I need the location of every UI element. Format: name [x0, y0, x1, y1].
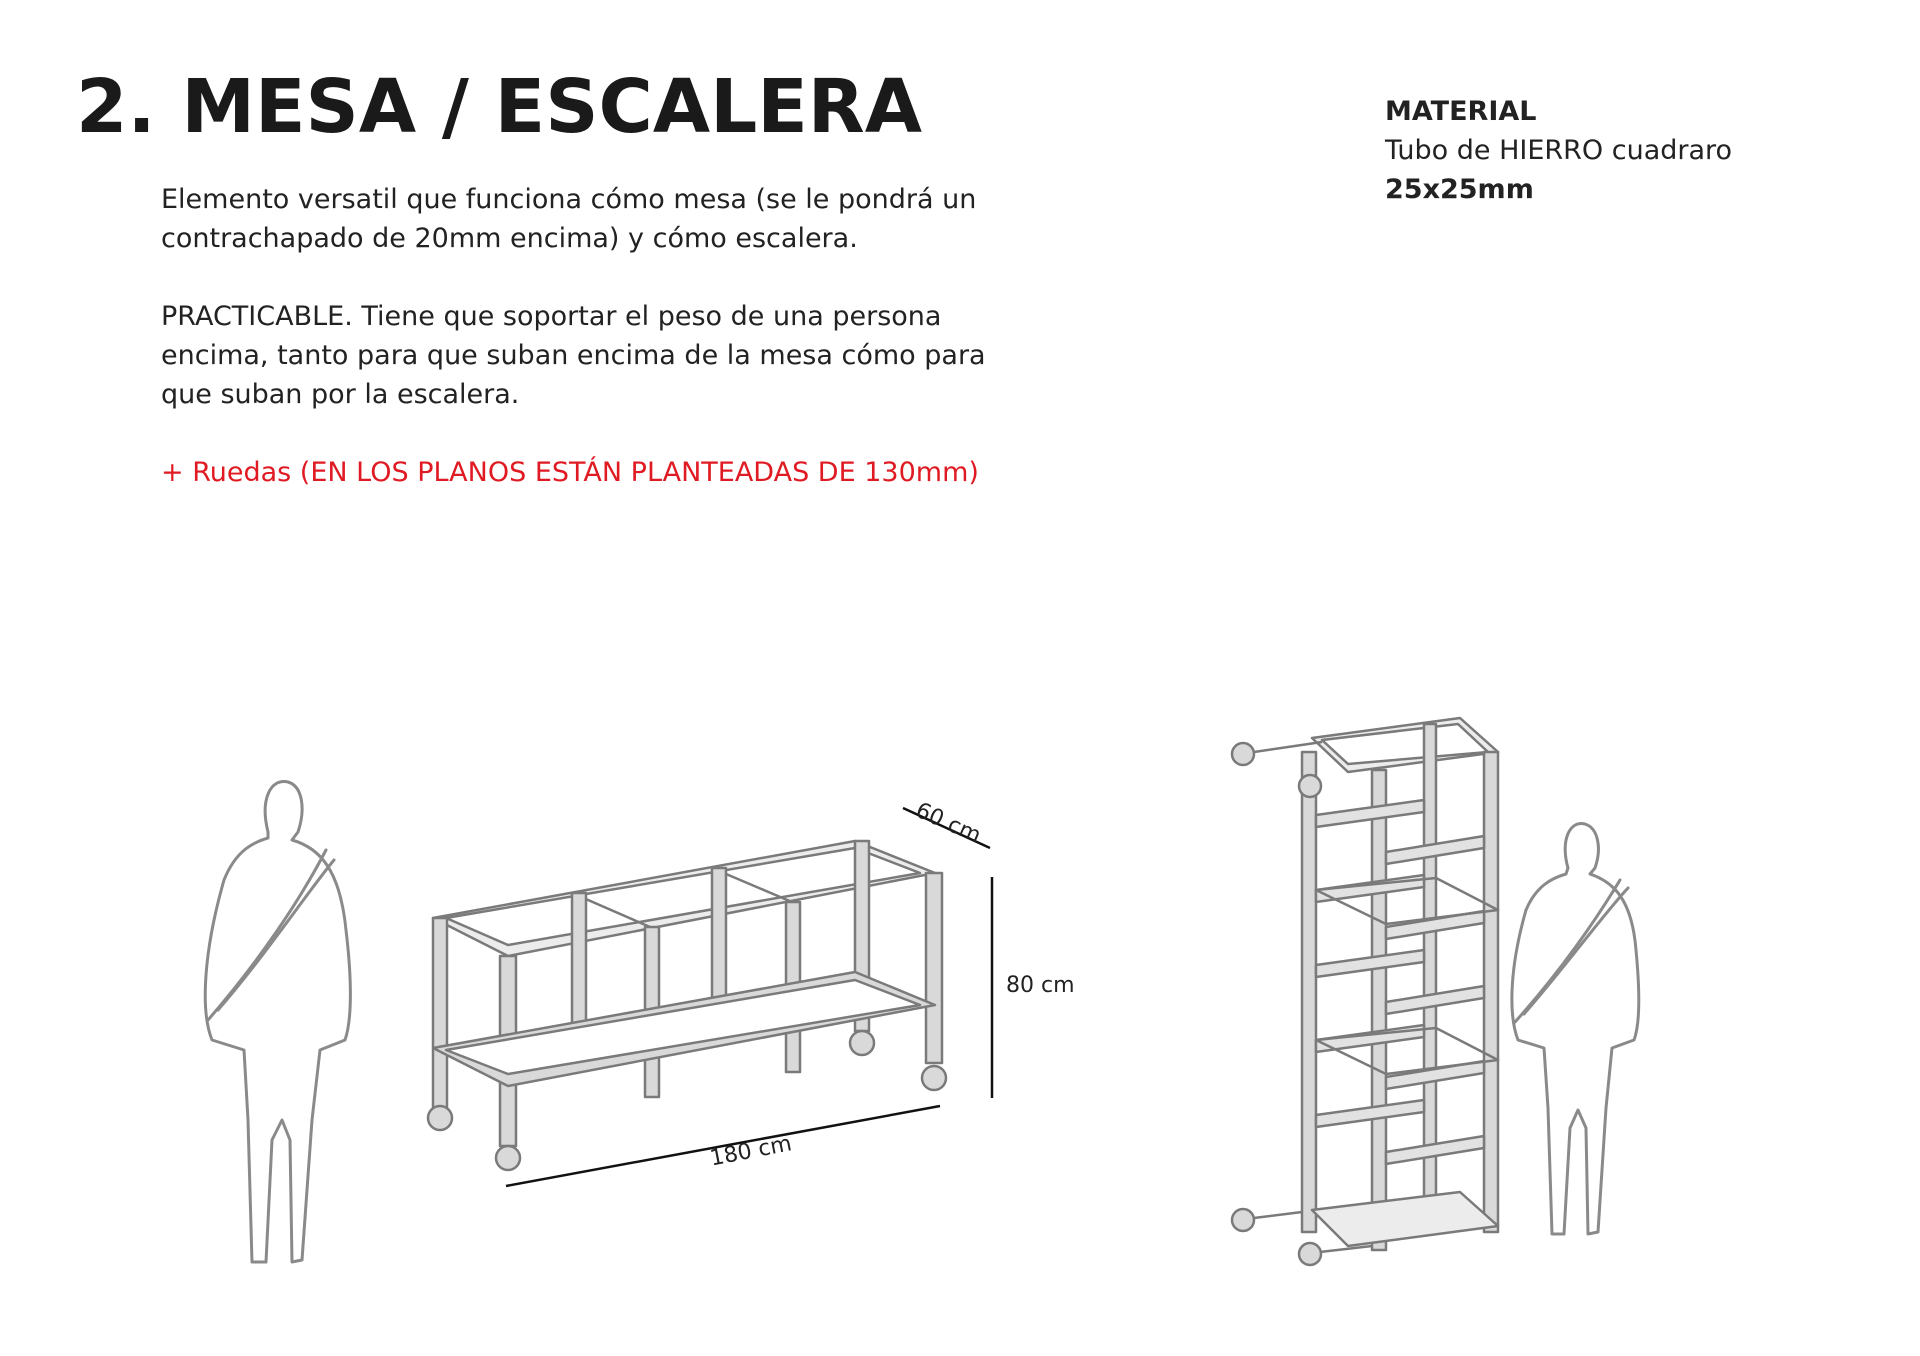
page-title: 2. MESA / ESCALERA	[76, 64, 923, 150]
ladder-frame	[1232, 718, 1498, 1265]
material-dimensions: 25x25mm	[1385, 174, 1534, 205]
human-figure-left	[205, 782, 350, 1262]
material-heading: MATERIAL	[1385, 96, 1537, 127]
depth-label: 60 cm	[911, 798, 985, 849]
material-type: Tubo de HIERRO cuadraro	[1385, 135, 1733, 166]
height-label: 80 cm	[1006, 973, 1075, 998]
length-label: 180 cm	[708, 1131, 794, 1172]
wheels-note: + Ruedas (EN LOS PLANOS ESTÁN PLANTEADAS DE 130mm)	[161, 457, 979, 488]
description-paragraph-2: PRACTICABLE. Tiene que soportar el peso de una persona encima, tanto para que suban encima de la mesa cómo para que suban por la escalera.	[161, 301, 986, 410]
human-figure-right	[1512, 823, 1639, 1234]
description-paragraph-1: Elemento versatil que funciona cómo mesa (se le pondrá un contrachapado de 20mm encima) y cómo escalera.	[161, 184, 977, 254]
table-frame	[428, 841, 946, 1170]
